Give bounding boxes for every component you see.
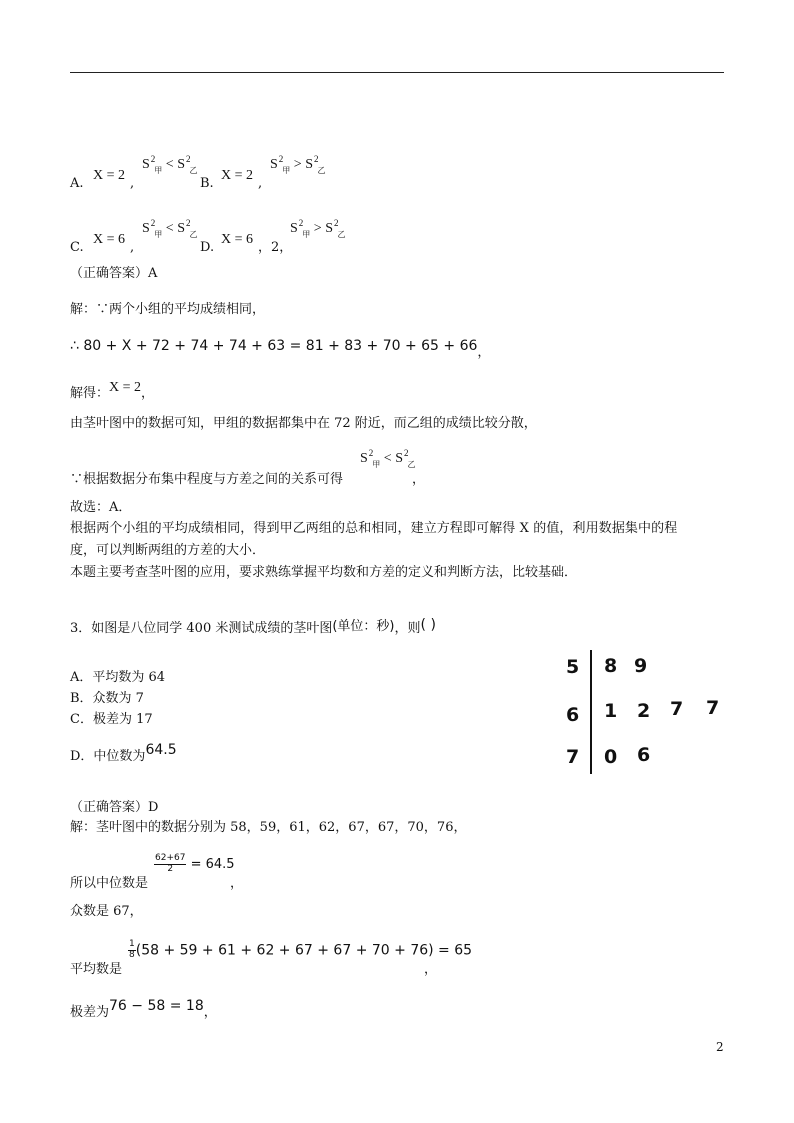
option-b-variance: $S^2_甲 > S^2_乙$: [270, 154, 326, 175]
q2-solve-prefix: 解得：: [70, 386, 110, 401]
option-d-x: X = 6: [221, 232, 254, 247]
stem-6: 6: [566, 704, 580, 726]
q2-solve-math: X = 2: [109, 380, 142, 395]
leaf-5-1: 9: [634, 655, 648, 677]
q2-line4-end: ，: [412, 472, 426, 487]
option-a-sep: ,: [130, 176, 135, 191]
stem-7: 7: [566, 746, 580, 768]
q3-answer: （正确答案）D: [70, 800, 159, 815]
option-a-variance: $S^2_甲 < S^2_乙$: [142, 154, 198, 175]
q2-equation-line: [70, 338, 491, 360]
option-d-sep: ，2，: [258, 240, 293, 255]
q3-option-c: C．极差为 17: [70, 712, 153, 727]
q3-mean-line: [70, 939, 473, 980]
option-b-x: X = 2: [221, 168, 254, 183]
stem-5: 5: [566, 656, 580, 678]
q2-choose: 故选：A．: [70, 500, 132, 515]
q3-mean-prefix: 平均数是: [70, 962, 123, 977]
leaf-6-2: 7: [670, 698, 684, 720]
q3-range-end: ，: [203, 1005, 217, 1020]
q3-median-math: $\frac{62+67}{2}$ = 64.5: [155, 853, 235, 874]
q2-analysis-2: 度，可以判断两组的方差的大小．: [70, 543, 266, 558]
q3-range-line: [70, 998, 217, 1020]
leaf-7-0: 0: [604, 746, 618, 768]
q3-paren: ( ): [420, 617, 436, 633]
header-rule: [70, 72, 724, 73]
q2-equation: ∴ 80 + X + 72 + 74 + 74 + 63 = 81 + 83 + 70 + 65 + 66: [70, 338, 478, 354]
q3-mean-math: $\frac{1}{8}$ (58 + 59 + 61 + 62 + 67 + 67 + 70 + 76) = 65: [129, 939, 473, 960]
q3-mode: 众数是 67，: [70, 904, 143, 919]
q3-stem-text: 3．如图是八位同学 400 米测试成绩的茎叶图: [70, 621, 333, 636]
leaf-7-1: 6: [637, 744, 651, 766]
option-d-label: D.: [200, 240, 215, 255]
q2-analysis-1: 根据两个小组的平均成绩相同，得到甲乙两组的总和相同，建立方程即可解得 X 的值，利用数据集中的程: [70, 521, 678, 536]
option-b-sep: ,: [258, 176, 263, 191]
q3-median-line: [70, 854, 270, 894]
option-d-variance: $S^2_甲 > S^2_乙$: [290, 218, 346, 239]
q2-solution-line1: 解：∵两个小组的平均成绩相同，: [70, 302, 266, 317]
q2-analysis-3: 本题主要考查茎叶图的应用，要求熟练掌握平均数和方差的定义和判断方法，比较基础．: [70, 565, 578, 580]
q3-option-b: B．众数为 7: [70, 691, 144, 706]
q2-answer: （正确答案）A: [70, 266, 158, 281]
q2-line4-variance: $S^2_甲 < S^2_乙$: [360, 448, 416, 469]
q3-unit: (单位：秒): [332, 619, 395, 634]
leaf-6-0: 1: [604, 700, 618, 722]
option-c-label: C.: [70, 240, 84, 255]
q3-option-a: A．平均数为 64: [70, 670, 166, 685]
q3-stem-end: ，则: [394, 621, 421, 636]
leaf-6-3: 7: [706, 697, 720, 719]
q3-stem: [70, 617, 436, 637]
option-c-x: X = 6: [93, 232, 126, 247]
option-a-label: A.: [70, 176, 84, 191]
q2-variance-line: [70, 448, 470, 488]
option-b-label: B.: [200, 176, 214, 191]
q2-solve-line: [70, 380, 155, 401]
q3-option-d-prefix: D．中位数为: [70, 749, 146, 764]
leaf-5-0: 8: [604, 655, 618, 677]
leaf-6-1: 2: [637, 700, 651, 722]
q2-solution-line3: 由茎叶图中的数据可知，甲组的数据都集中在 72 附近，而乙组的成绩比较分散，: [70, 416, 537, 431]
q2-line4-prefix: ∵根据数据分布集中程度与方差之间的关系可得: [70, 472, 344, 487]
q3-mean-end: ，: [424, 962, 438, 977]
q2-solve-end: ，: [141, 386, 155, 401]
option-c-sep: ,: [130, 240, 135, 255]
q3-option-d-math: 64.5: [145, 742, 177, 758]
page-number: 2: [716, 1040, 724, 1054]
q3-range-prefix: 极差为: [70, 1005, 110, 1020]
stem-leaf-divider: [590, 650, 592, 774]
option-c-variance: $S^2_甲 < S^2_乙$: [142, 218, 198, 239]
option-a-x: X = 2: [93, 168, 126, 183]
q3-solution-line1: 解：茎叶图中的数据分别为 58，59，61，62，67，67，70，76，: [70, 820, 467, 835]
q2-equation-end: ，: [477, 345, 491, 360]
q3-median-prefix: 所以中位数是: [70, 876, 149, 891]
q3-option-d: [70, 742, 177, 764]
q3-median-end: ，: [230, 876, 244, 891]
q3-range-math: 76 − 58 = 18: [109, 998, 204, 1014]
